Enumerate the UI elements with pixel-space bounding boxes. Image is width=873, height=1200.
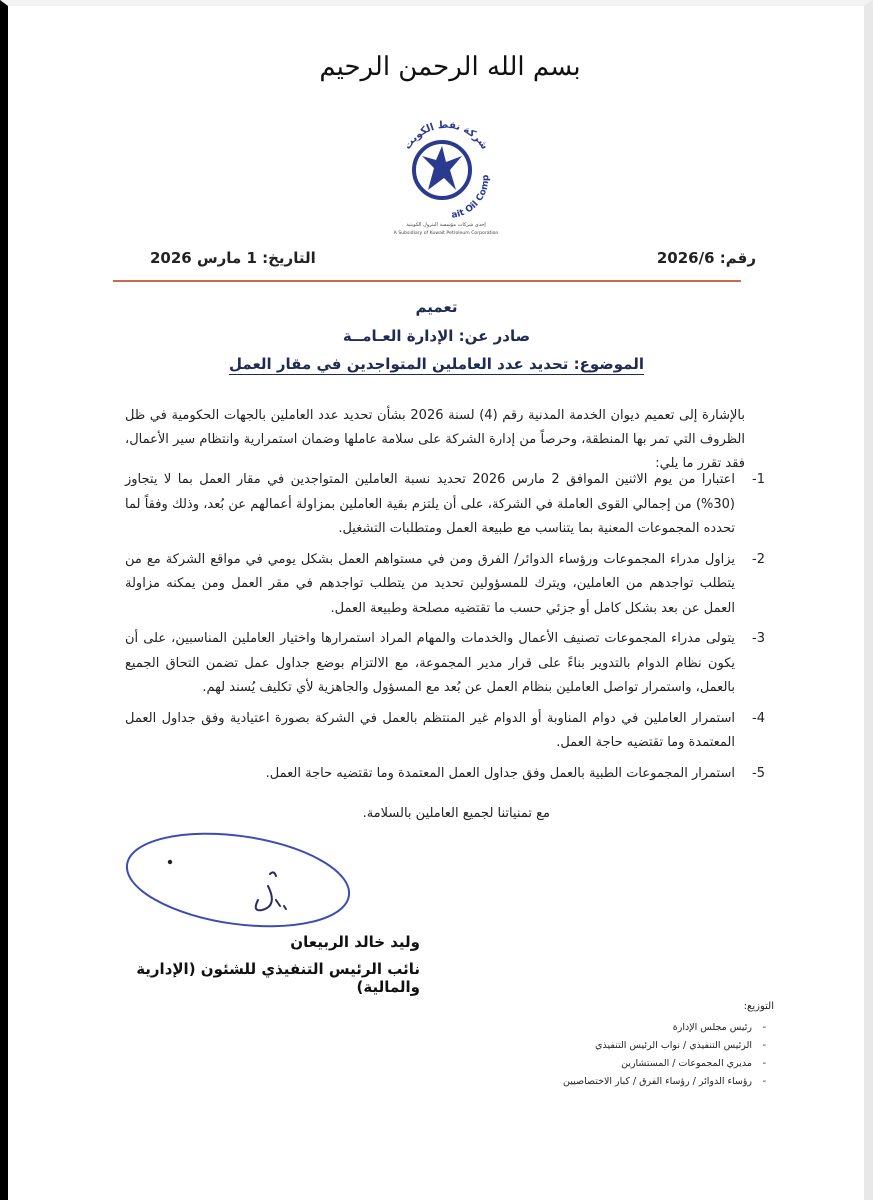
item-number: -1	[752, 472, 765, 487]
falcon-icon	[422, 146, 462, 190]
logo-arabic-name: شركة نفط الكويت	[402, 119, 490, 152]
list-item	[125, 707, 765, 756]
item-text: اعتبارا من يوم الاثنين الموافق 2 مارس 2026 تحديد نسبة العاملين المتواجدين في مقار العمل بما لا يتجاوز (30%) من إجمالي القوى العاملة في الشركة، على أن يلتزم بقية العاملين بمزاولة أعمالهم عن بُعد، وذلك وفقاً لما تحدده المجموعات المعنية بما يتناسب مع طبيعة العمل ومتطلبات التشغيل.	[125, 472, 735, 536]
kuwait-oil-company-logo	[376, 108, 516, 238]
item-text: استمرار العاملين في دوام المناوبة أو الدوام غير المنتظم بالعمل في الشركة بصورة اعتيادية وفق جداول العمل المعتمدة وما تقتضيه حاجة العمل.	[125, 710, 735, 750]
item-number: -4	[752, 710, 765, 726]
subject-line	[0, 355, 873, 373]
logo-english-name: ait Oil Comp	[450, 174, 492, 221]
closing-line: مع تمنياتنا لجميع العاملين بالسلامة.	[362, 806, 550, 821]
distribution-label: التوزيع:	[743, 1001, 774, 1012]
list-item	[125, 548, 765, 622]
item-number: -5	[752, 765, 765, 781]
basmala-heading: بسم الله الرحمن الرحيم	[319, 52, 581, 82]
item-number: -2	[752, 551, 765, 567]
distribution-item: - الرئيس التنفيذي / نواب الرئيس التنفيذي	[595, 1040, 766, 1051]
header-divider	[113, 280, 741, 282]
decision-list	[125, 468, 765, 792]
signer-title: نائب الرئيس التنفيذي للشئون (الإدارية والمالية)	[136, 960, 420, 996]
item-text: استمرار المجموعات الطبية بالعمل وفق جداول العمل المعتمدة وما تقتضيه حاجة العمل.	[265, 765, 735, 781]
document-date: التاريخ: 1 مارس 2026	[150, 249, 316, 267]
intro-paragraph: بالإشارة إلى تعميم ديوان الخدمة المدنية رقم (4) لسنة 2026 بشأن تحديد عدد العاملين بالجهات الحكومية في ظل الظروف التي تمر بها المنطقة، وحرصاً من إدارة الشركة على سلامة عاملها وضمان استمرارية وانتظام سير الأعمال، فقد تقرر ما يلي:	[125, 408, 745, 471]
item-text: يزاول مدراء المجموعات ورؤساء الدوائر/ الفرق ومن في مستواهم العمل بشكل يومي في مواقع الشركة مع من يتطلب تواجدهم من العاملين، ويترك للمسؤولين تحديد من يتطلب تواجدهم في مقر العمل ومن يمكنه مزاولة العمل عن بعد بشكل كامل أو جزئي حسب ما تقتضيه مصلحة وطبيعة العمل.	[125, 551, 735, 616]
subject-text: الموضوع: تحديد عدد العاملين المتواجدين في مقار العمل	[229, 355, 644, 373]
item-text: يتولى مدراء المجموعات تصنيف الأعمال والخدمات والمهام المراد استمرارها واختيار العاملين المناسبين، على أن يكون نظام الدوام بالتدوير بناءً على قرار مدير المجموعة، مع الالتزام بوضع جداول عمل تضمن التحاق الجميع بالعمل، واستمرار تواصل العاملين بنظام العمل عن بُعد مع المسؤول والجاهزية لأي تكليف يُسند لهم.	[125, 631, 735, 695]
document-type: تعميم	[415, 298, 458, 316]
issued-by: صادر عن: الإدارة العـامــة	[342, 327, 531, 345]
logo-subsidiary-ar: إحدى شركات مؤسسة البترول الكويتية	[406, 222, 486, 228]
distribution-list	[526, 1019, 766, 1091]
signer-name: وليد خالد الربيعان	[290, 933, 420, 951]
list-item	[125, 627, 765, 701]
list-item	[125, 468, 765, 542]
distribution-item: - رؤساء الدوائر / رؤساء الفرق / كبار الاختصاصيين	[563, 1076, 766, 1087]
distribution-item: - رئيس مجلس الإدارة	[672, 1022, 766, 1033]
distribution-item: - مديري المجموعات / المستشارين	[621, 1058, 766, 1069]
list-item	[125, 762, 765, 787]
handwritten-signature	[120, 828, 360, 938]
item-number: -3	[752, 631, 765, 646]
reference-number: رقم: 2026/6	[656, 249, 756, 267]
logo-subsidiary-en: A Subsidiary of Kuwait Petroleum Corporation	[393, 231, 499, 236]
